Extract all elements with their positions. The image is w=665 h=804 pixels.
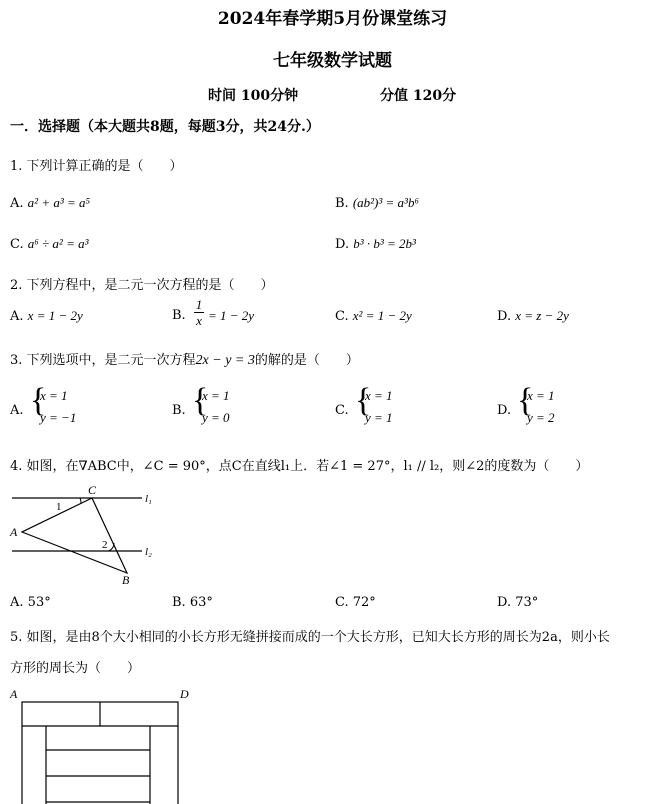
label-a: A (10, 525, 18, 539)
option-label: B. (172, 308, 186, 323)
system-line-2: y = 2 (527, 410, 555, 425)
label-b: B (122, 573, 130, 587)
system-line-2: y = −1 (40, 410, 77, 425)
q3-option-d-label: D. (497, 403, 512, 418)
option-label: D. (497, 309, 512, 324)
q2-option-c[interactable] (335, 308, 412, 324)
option-expr: a⁶ ÷ a² = a³ (27, 236, 89, 251)
triangle-figure (10, 480, 170, 587)
option-label: A. (10, 196, 24, 211)
page-title: 2024年春学期5月份课堂练习 (217, 9, 448, 29)
system-line-2: y = 1 (365, 410, 393, 425)
option-expr: b³ · b³ = 2b³ (353, 236, 416, 251)
label-c: C (88, 483, 97, 497)
system-line-2: y = 0 (202, 410, 230, 425)
question-4-stem: 4. 如图，在∇ABC中，∠C = 90°，点C在直线l₁上．若∠1 = 27°，l₁ // l₂，则∠2的度数为（ ） (10, 459, 589, 474)
option-label: B. (335, 196, 349, 211)
option-label: D. (335, 237, 350, 252)
brace-icon: { (517, 382, 534, 419)
brace-icon: { (355, 382, 372, 419)
q4-option-b[interactable] (172, 595, 213, 610)
option-label: A. (10, 309, 24, 324)
q1-option-b[interactable] (335, 195, 419, 211)
rectangle-figure (10, 684, 190, 804)
label-l2: l₂ (145, 546, 152, 558)
label-l1: l₁ (145, 493, 152, 505)
q1-option-a[interactable] (10, 195, 90, 211)
option-expr: (ab²)³ = a³b⁶ (352, 195, 419, 210)
q2-option-d[interactable] (497, 308, 569, 324)
angle-1-arc (80, 498, 81, 503)
system-line-1: x = 1 (365, 388, 393, 403)
question-3-stem (10, 349, 359, 369)
system-line-1: x = 1 (202, 388, 230, 403)
option-expr: x = 1 − 2y (27, 308, 83, 323)
option-label: B. (172, 595, 186, 610)
label-d: D (180, 687, 189, 701)
q1-option-c[interactable] (10, 236, 89, 252)
question-2-stem: 2. 下列方程中，是二元一次方程的是（ ） (10, 278, 274, 293)
question-5-stem-line-2: 方形的周长为（ ） (10, 661, 141, 676)
triangle-abc (22, 498, 127, 573)
question-5-stem-line-1: 5. 如图，是由8个大小相同的小长方形无缝拼接而成的一个大长方形，已知大长方形的周长为2a，则小长 (10, 630, 610, 645)
label-angle-1: 1 (56, 501, 62, 513)
stem-text: 的解的是（ ） (254, 353, 359, 368)
section-heading: 一．选择题（本大题共8题，每题3分，共24分.） (10, 119, 320, 135)
fraction-denominator: x (196, 313, 202, 328)
q1-option-d[interactable] (335, 236, 416, 252)
exam-score: 分值 120分 (380, 88, 457, 104)
option-expr: 73° (515, 595, 539, 610)
option-expr: a² + a³ = a⁵ (27, 195, 91, 210)
brace-icon: { (30, 382, 47, 419)
label-angle-2: 2 (102, 539, 108, 551)
option-expr: 53° (27, 595, 51, 610)
label-a: A (10, 687, 18, 701)
exam-time: 时间 100分钟 (208, 88, 299, 104)
question-1-stem: 1. 下列计算正确的是（ ） (10, 159, 183, 174)
page-subtitle: 七年级数学试题 (273, 51, 392, 71)
system-line-1: x = 1 (40, 388, 68, 403)
option-label: C. (335, 309, 349, 324)
q4-option-d[interactable] (497, 595, 538, 610)
option-expr: = 1 − 2y (208, 308, 255, 323)
fraction-numerator: 1 (195, 297, 203, 312)
q3-option-b-label: B. (172, 403, 186, 418)
stem-equation: 2x − y = 3 (195, 353, 255, 368)
option-label: C. (10, 237, 24, 252)
q2-option-a[interactable] (10, 308, 83, 324)
q4-option-c[interactable] (335, 595, 376, 610)
q3-option-a-label: A. (10, 403, 24, 418)
system-line-1: x = 1 (527, 388, 555, 403)
stem-text: 3. 下列选项中，是二元一次方程 (10, 353, 196, 368)
brace-icon: { (192, 382, 209, 419)
option-expr: x² = 1 − 2y (352, 308, 412, 323)
q3-option-c-label: C. (335, 403, 349, 418)
option-label: A. (10, 595, 24, 610)
q4-option-a[interactable] (10, 595, 51, 610)
option-expr: 72° (352, 595, 376, 610)
option-label: D. (497, 595, 512, 610)
option-label: C. (335, 595, 349, 610)
option-expr: x = z − 2y (515, 308, 569, 323)
option-expr: 63° (189, 595, 213, 610)
